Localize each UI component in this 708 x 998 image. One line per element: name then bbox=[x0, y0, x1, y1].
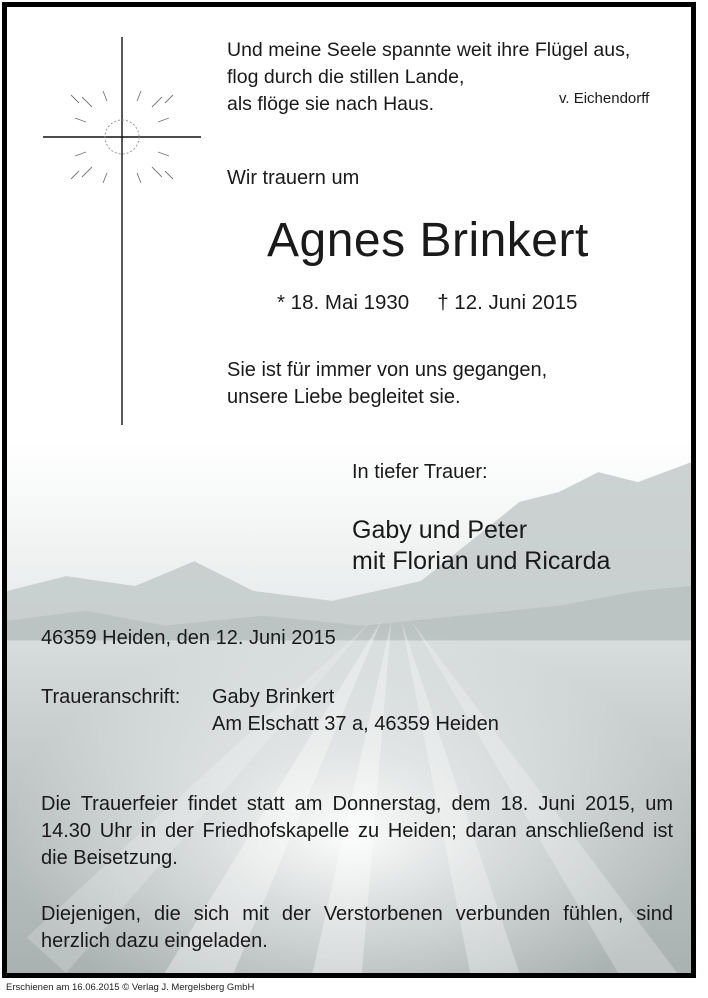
poem-line: als flöge sie nach Haus. bbox=[227, 93, 435, 115]
deceased-name: Agnes Brinkert bbox=[267, 214, 589, 267]
farewell-text bbox=[227, 357, 672, 411]
cross-with-sunburst-icon bbox=[37, 33, 207, 428]
birth-date: * 18. Mai 1930 bbox=[277, 291, 410, 314]
mourning-label: In tiefer Trauer: bbox=[352, 461, 488, 483]
publication-footer: Erschienen am 16.06.2015 © Verlag J. Mergelsberg GmbH bbox=[6, 982, 255, 993]
farewell-line: Sie ist für immer von uns gegangen, bbox=[227, 359, 548, 381]
intro-text: Wir trauern um bbox=[227, 167, 360, 189]
family-names bbox=[352, 515, 610, 577]
place-date: 46359 Heiden, den 12. Juni 2015 bbox=[41, 627, 336, 649]
death-date: † 12. Juni 2015 bbox=[437, 291, 578, 314]
ceremony-text: Die Trauerfeier findet statt am Donnerstag, dem 18. Juni 2015, um 14.30 Uhr in der Friedhofskapelle zu Heiden; daran anschließend ist die Beisetzung. bbox=[41, 793, 673, 869]
life-dates bbox=[277, 291, 577, 315]
invitation-text: Diejenigen, die sich mit der Verstorbenen verbunden fühlen, sind herzlich dazu eingeladen. bbox=[41, 903, 673, 952]
poem-author: v. Eichendorff bbox=[559, 90, 650, 107]
poem-line: flog durch die stillen Lande, bbox=[227, 66, 465, 88]
farewell-line: unsere Liebe begleitet sie. bbox=[227, 386, 461, 408]
address-label: Traueranschrift: bbox=[41, 686, 181, 708]
address-name: Gaby Brinkert bbox=[212, 686, 335, 708]
obituary-notice bbox=[2, 2, 696, 978]
address-street: Am Elschatt 37 a, 46359 Heiden bbox=[212, 713, 499, 735]
family-line: Gaby und Peter bbox=[352, 516, 528, 544]
family-line: mit Florian und Ricarda bbox=[352, 547, 611, 575]
poem-line: Und meine Seele spannte weit ihre Flügel aus, bbox=[227, 39, 631, 61]
